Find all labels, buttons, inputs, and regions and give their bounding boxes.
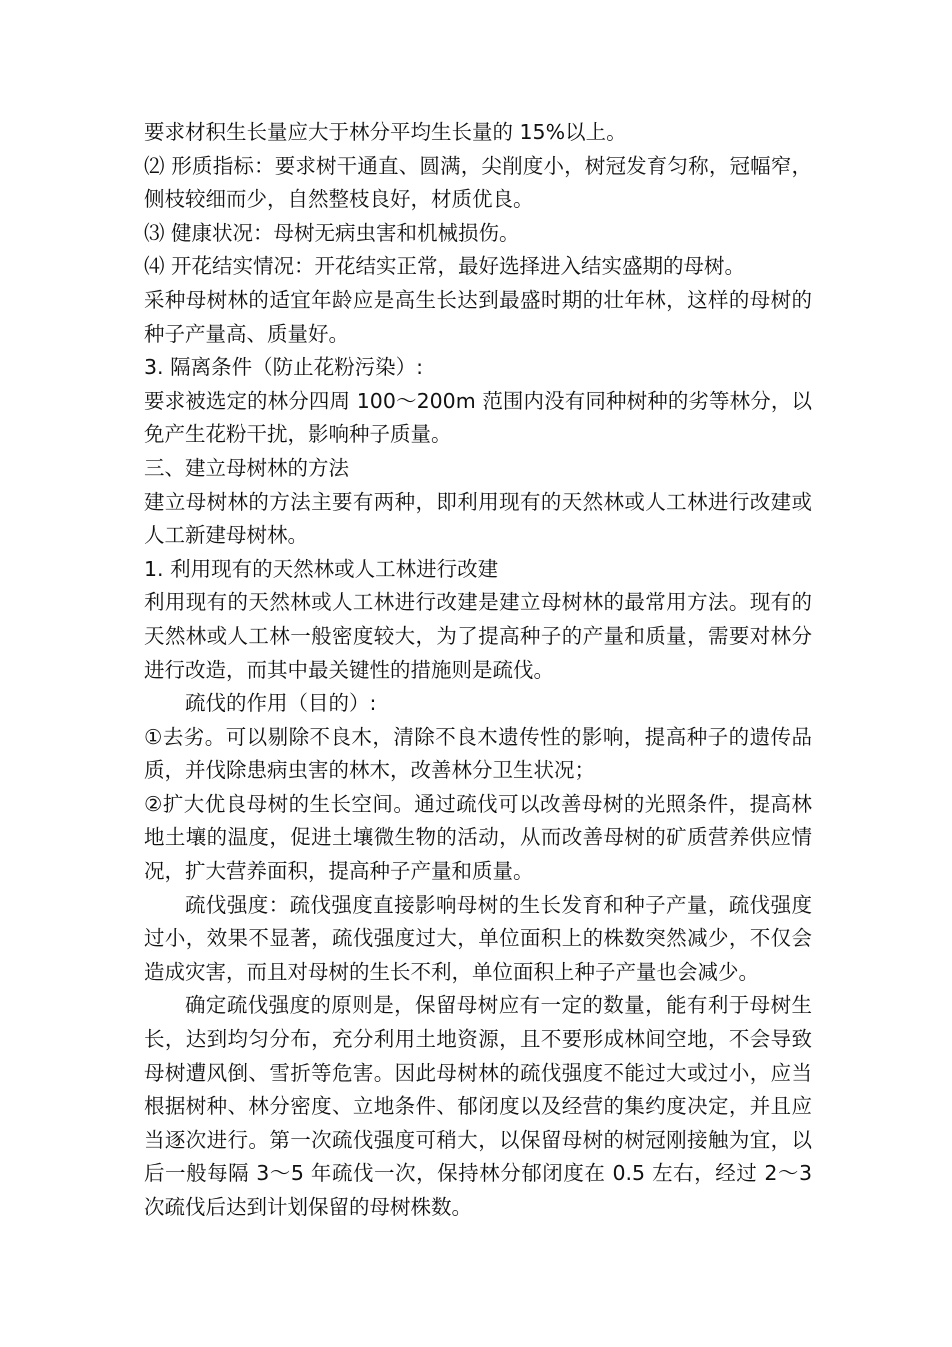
list-item-remove-inferior: ①去劣。可以剔除不良木，清除不良木遗传性的影响，提高种子的遗传品质，并伐除患病虫害的林木，改善林分卫生状况； <box>144 724 812 783</box>
document-page <box>144 116 812 1225</box>
paragraph-isolation-requirement: 要求被选定的林分四周 100～200m 范围内没有同种树种的劣等林分，以免产生花粉干扰，影响种子质量。 <box>144 388 812 447</box>
paragraph-flowering-fruiting: ⑷ 开花结实情况：开花结实正常，最好选择进入结实盛期的母树。 <box>144 254 746 279</box>
paragraph-health-status: ⑶ 健康状况：母树无病虫害和机械损伤。 <box>144 220 520 245</box>
paragraph-methods-overview: 建立母树林的方法主要有两种，即利用现有的天然林或人工林进行改建或人工新建母树林。 <box>144 489 812 548</box>
paragraph-suitable-age: 采种母树林的适宜年龄应是高生长达到最盛时期的壮年林，这样的母树的种子产量高、质量好。 <box>144 287 812 346</box>
paragraph-reconstruction: 利用现有的天然林或人工林进行改建是建立母树林的最常用方法。现有的天然林或人工林一般密度较大，为了提高种子的产量和质量，需要对林分进行改造，而其中最关键性的措施则是疏伐。 <box>144 590 812 682</box>
paragraph-thinning-intensity: 疏伐强度：疏伐强度直接影响母树的生长发育和种子产量，疏伐强度过小，效果不显著，疏伐强度过大，单位面积上的株数突然减少，不仅会造成灾害，而且对母树的生长不利，单位面积上种子产量也会减少。 <box>144 892 812 984</box>
paragraph-form-quality: ⑵ 形质指标：要求树干通直、圆满，尖削度小，树冠发育匀称，冠幅窄，侧枝较细而少，自然整枝良好，材质优良。 <box>144 153 812 212</box>
paragraph-thinning-principle: 确定疏伐强度的原则是，保留母树应有一定的数量，能有利于母树生长，达到均匀分布，充分利用土地资源，且不要形成林间空地，不会导致母树遭风倒、雪折等危害。因此母树林的疏伐强度不能过大或过小，应当根据树种、林分密度、立地条件、郁闭度以及经营的集约度决定，并且应当逐次进行。第一次疏伐强度可稍大，以保留母树的树冠刚接触为宜，以后一般每隔 3～5 年疏伐一次，保持林分郁闭度在 0.5 左右，经过 2～3 次疏伐后达到计划保留的母树株数。 <box>144 993 812 1219</box>
heading-thinning-purpose: 疏伐的作用（目的）: <box>185 691 377 716</box>
list-item-expand-space: ②扩大优良母树的生长空间。通过疏伐可以改善母树的光照条件，提高林地土壤的温度，促进土壤微生物的活动，从而改善母树的矿质营养供应情况，扩大营养面积，提高种子产量和质量。 <box>144 791 812 884</box>
heading-method-one: 1. 利用现有的天然林或人工林进行改建 <box>144 556 499 581</box>
heading-section-three: 三、建立母树林的方法 <box>144 455 349 480</box>
heading-isolation-conditions: 3. 隔离条件（防止花粉污染）: <box>144 355 423 380</box>
paragraph-growth-requirement: 要求材积生长量应大于林分平均生长量的 15%以上。 <box>144 120 627 144</box>
